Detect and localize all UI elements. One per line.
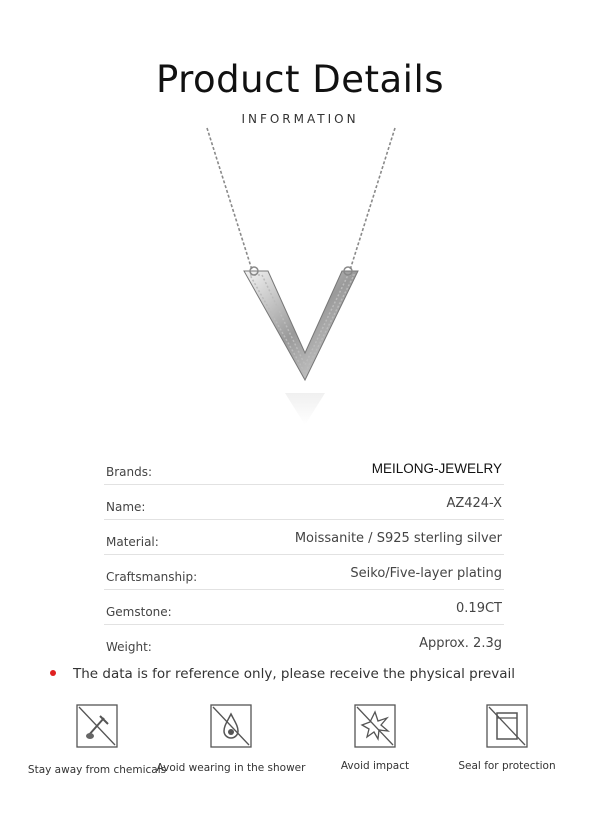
no-impact-icon	[354, 704, 396, 748]
bullet-dot-icon	[50, 670, 56, 676]
care-item-seal	[432, 700, 582, 772]
care-label: Avoid wearing in the shower	[156, 762, 306, 774]
sealed-bag-icon	[486, 704, 528, 748]
care-label: Stay away from chemicals	[27, 764, 167, 776]
care-item-impact	[300, 700, 450, 772]
spec-key: Name:	[106, 500, 146, 514]
spec-value: MEILONG-JEWELRY	[371, 461, 502, 476]
spec-key: Craftsmanship:	[106, 570, 198, 584]
spec-row	[104, 625, 504, 659]
spec-row	[104, 485, 504, 520]
no-chemicals-icon	[76, 704, 118, 748]
spec-value: 0.19CT	[456, 601, 502, 616]
no-water-icon	[210, 704, 252, 748]
page-subtitle: INFORMATION	[241, 112, 359, 126]
care-instructions	[0, 700, 600, 790]
necklace-image	[0, 125, 600, 440]
spec-key: Weight:	[106, 640, 152, 654]
spec-row	[104, 590, 504, 625]
spec-value: Approx. 2.3g	[419, 636, 502, 651]
spec-value: AZ424-X	[446, 496, 502, 511]
care-item-chemicals	[22, 700, 172, 776]
page-title: Product Details	[155, 58, 445, 101]
spec-value: Seiko/Five-layer plating	[350, 566, 502, 581]
spec-row	[104, 555, 504, 590]
reference-note	[50, 666, 570, 682]
reference-note-text: The data is for reference only, please receive the physical prevail	[73, 666, 516, 682]
spec-table	[104, 450, 504, 659]
spec-row	[104, 520, 504, 555]
spec-value: Moissanite / S925 sterling silver	[294, 531, 502, 546]
care-item-shower	[156, 700, 306, 774]
spec-key: Brands:	[106, 465, 153, 479]
spec-key: Material:	[106, 535, 159, 549]
care-label: Seal for protection	[458, 760, 556, 772]
spec-row	[104, 450, 504, 485]
spec-key: Gemstone:	[106, 605, 172, 619]
care-label: Avoid impact	[340, 760, 410, 772]
